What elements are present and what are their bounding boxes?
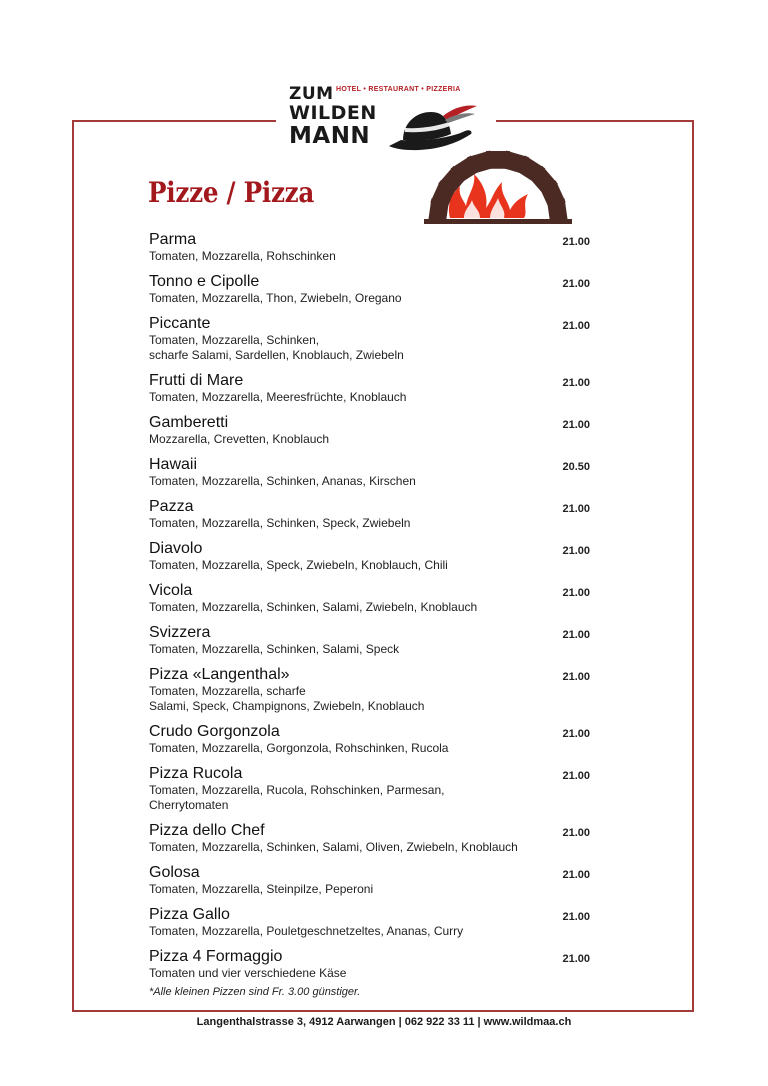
menu-item-name: Gamberetti [149,414,229,431]
menu-item-description: Tomaten, Mozzarella, Thon, Zwiebeln, Oregano [149,291,402,305]
menu-item-name: Golosa [149,864,200,881]
menu-item [149,414,594,447]
menu-item [149,540,594,573]
menu-item-price: 21.00 [562,827,590,839]
menu-item-price: 21.00 [562,587,590,599]
menu-item [149,456,594,489]
footnote: *Alle kleinen Pizzen sind Fr. 3.00 günstiger. [149,986,361,998]
logo-line-2: WILDEN [289,102,377,124]
menu-item-price: 21.00 [562,320,590,332]
logo-subtitle: HOTEL • RESTAURANT • PIZZERIA [336,86,461,93]
menu-item [149,498,594,531]
menu-item-price: 21.00 [562,869,590,881]
menu-item-description: Tomaten, Mozzarella, Meeresfrüchte, Knoblauch [149,390,407,404]
menu-item-description: Tomaten, Mozzarella, Steinpilze, Peperoni [149,882,374,896]
menu-item-name: Parma [149,231,197,248]
menu-item [149,315,594,363]
menu-item [149,906,594,939]
menu-item [149,372,594,405]
logo-line-1: ZUM [289,84,334,104]
menu-item-name: Diavolo [149,540,203,557]
menu-item-price: 21.00 [562,503,590,515]
logo-line-3: MANN [289,123,371,149]
menu-item-description: Tomaten, Mozzarella, Pouletgeschnetzeltes, Ananas, Curry [149,924,464,938]
menu-item-name: Crudo Gorgonzola [149,723,280,740]
menu-item-description: Tomaten, Mozzarella, Schinken, Salami, Zwiebeln, Knoblauch [149,600,478,614]
menu-item [149,624,594,657]
menu-item-price: 21.00 [562,545,590,557]
menu-item [149,765,594,813]
menu-item-price: 21.00 [562,671,590,683]
menu-item-price: 21.00 [562,911,590,923]
page-title: Pizze / Pizza [148,176,315,209]
menu-item [149,864,594,897]
menu-item-name: Pizza Gallo [149,906,230,923]
menu-item-description: Mozzarella, Crevetten, Knoblauch [149,432,330,446]
menu-item-name: Svizzera [149,624,211,641]
menu-item-description: Tomaten, Mozzarella, Schinken, Ananas, Kirschen [149,474,416,488]
menu-item-name: Pizza Rucola [149,765,243,782]
menu-item-description: Tomaten, Mozzarella, Gorgonzola, Rohschinken, Rucola [149,741,449,755]
menu-item-price: 21.00 [562,278,590,290]
menu-item-description: Tomaten, Mozzarella, Schinken, Speck, Zwiebeln [149,516,411,530]
menu-item-name: Frutti di Mare [149,372,244,389]
menu-item-price: 21.00 [562,236,590,248]
menu-item [149,666,594,714]
menu-item-description: Tomaten und vier verschiedene Käse [149,966,347,980]
menu-item-price: 21.00 [562,377,590,389]
menu-item [149,231,594,264]
menu-item-name: Tonno e Cipolle [149,273,260,290]
menu-item [149,948,594,981]
menu-item-price: 21.00 [562,953,590,965]
menu-item-description: Tomaten, Mozzarella, Speck, Zwiebeln, Knoblauch, Chili [149,558,448,572]
menu-item-name: Piccante [149,315,211,332]
menu-item-name: Pizza 4 Formaggio [149,948,283,965]
oven-base [424,219,572,224]
menu-item-name: Pizza dello Chef [149,822,265,839]
menu-item [149,723,594,756]
menu-item-name: Vicola [149,582,193,599]
footer-contact: Langenthalstrasse 3, 4912 Aarwangen | 062 922 33 11 | www.wildmaa.ch [196,1016,572,1028]
menu-item-price: 21.00 [562,629,590,641]
menu-item-price: 21.00 [562,728,590,740]
menu-item-price: 20.50 [562,461,590,473]
pizza-menu-list [149,231,594,990]
menu-item-description: Tomaten, Mozzarella, Rucola, Rohschinken, Parmesan, Cherrytomaten [149,783,445,812]
menu-item-name: Pizza «Langenthal» [149,666,290,683]
menu-item-description: Tomaten, Mozzarella, Schinken, Salami, Oliven, Zwiebeln, Knoblauch [149,840,518,854]
menu-item-description: Tomaten, Mozzarella, Rohschinken [149,249,336,263]
menu-item [149,582,594,615]
menu-item-description: Tomaten, Mozzarella, scharfe Salami, Speck, Champignons, Zwiebeln, Knoblauch [149,684,425,713]
menu-item-name: Hawaii [149,456,198,473]
menu-item [149,822,594,855]
menu-item-price: 21.00 [562,419,590,431]
menu-item-description: Tomaten, Mozzarella, Schinken, scharfe Salami, Sardellen, Knoblauch, Zwiebeln [149,333,404,362]
menu-item [149,273,594,306]
menu-item-price: 21.00 [562,770,590,782]
menu-item-description: Tomaten, Mozzarella, Schinken, Salami, Speck [149,642,400,656]
pizza-oven-icon [424,136,572,226]
menu-item-name: Pazza [149,498,194,515]
